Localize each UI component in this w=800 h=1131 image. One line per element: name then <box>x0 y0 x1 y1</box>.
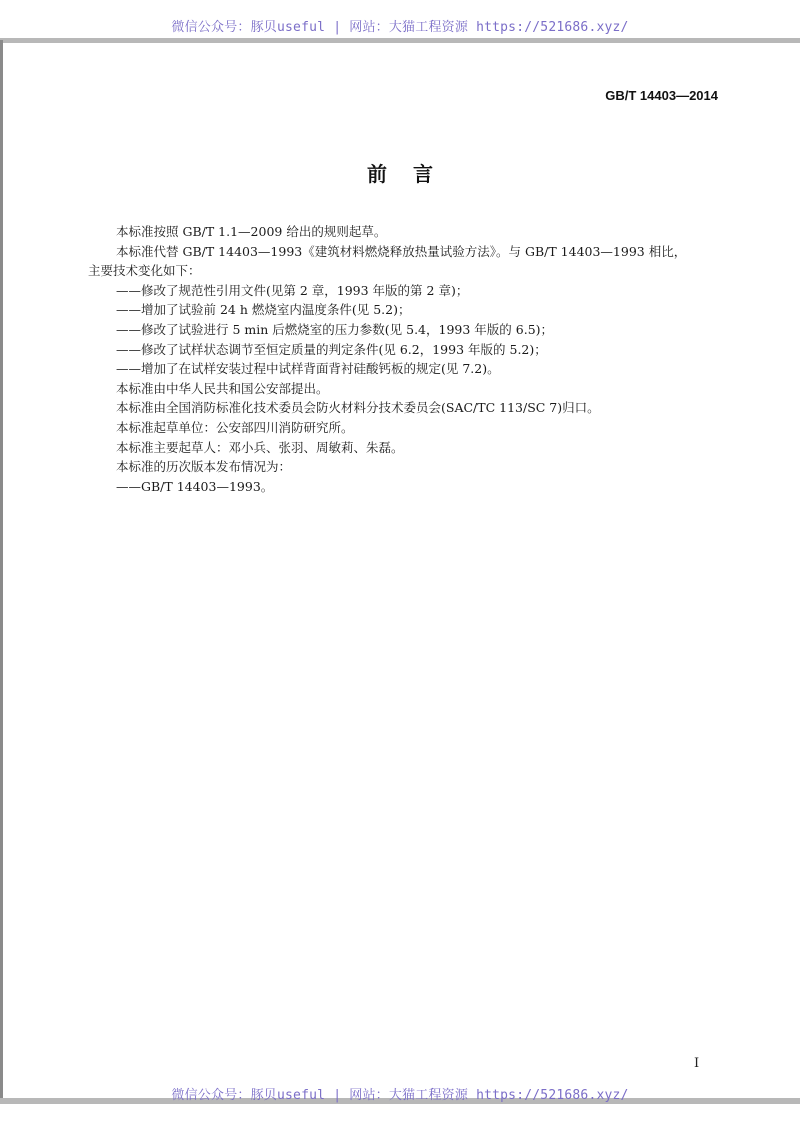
list-item: ——修改了规范性引用文件(见第 2 章，1993 年版的第 2 章)； <box>116 282 469 298</box>
list-item: ——修改了试验进行 5 min 后燃烧室的压力参数(见 5.4，1993 年版的 6.5)； <box>116 321 554 337</box>
watermark-bottom: 微信公众号：豚贝useful | 网站：大猫工程资源 https://521686.xyz/ <box>171 1088 629 1103</box>
paragraph-continuation: 主要技术变化如下： <box>88 263 201 279</box>
paragraph: 本标准起草单位：公安部四川消防研究所。 <box>116 419 354 435</box>
watermark-top: 微信公众号：豚贝useful | 网站：大猫工程资源 https://521686.xyz/ <box>171 20 629 35</box>
paragraph: 本标准主要起草人：邓小兵、张羽、周敏莉、朱磊。 <box>116 439 404 455</box>
list-item: ——增加了试验前 24 h 燃烧室内温度条件(见 5.2)； <box>116 302 411 318</box>
document-body <box>88 222 728 496</box>
top-rule <box>0 38 800 43</box>
list-item: ——增加了在试样安装过程中试样背面背衬硅酸钙板的规定(见 7.2)。 <box>116 361 500 377</box>
paragraph: 本标准代替 GB/T 14403—1993《建筑材料燃烧释放热量试验方法》。与 GB/T 14403—1993 相比， <box>116 243 687 259</box>
page-left-edge <box>0 40 3 1100</box>
paragraph: 本标准按照 GB/T 1.1—2009 给出的规则起草。 <box>116 224 387 239</box>
paragraph: 本标准的历次版本发布情况为： <box>116 459 292 475</box>
list-item: ——修改了试样状态调节至恒定质量的判定条件(见 6.2，1993 年版的 5.2)； <box>116 341 547 357</box>
list-item: ——GB/T 14403—1993。 <box>116 478 274 494</box>
standard-code: GB/T 14403—2014 <box>605 88 718 103</box>
page-title: 前言 <box>367 162 459 186</box>
paragraph: 本标准由全国消防标准化技术委员会防火材料分技术委员会(SAC/TC 113/SC 7)归口。 <box>116 400 600 416</box>
page-number: I <box>694 1056 700 1071</box>
paragraph: 本标准由中华人民共和国公安部提出。 <box>116 380 329 396</box>
